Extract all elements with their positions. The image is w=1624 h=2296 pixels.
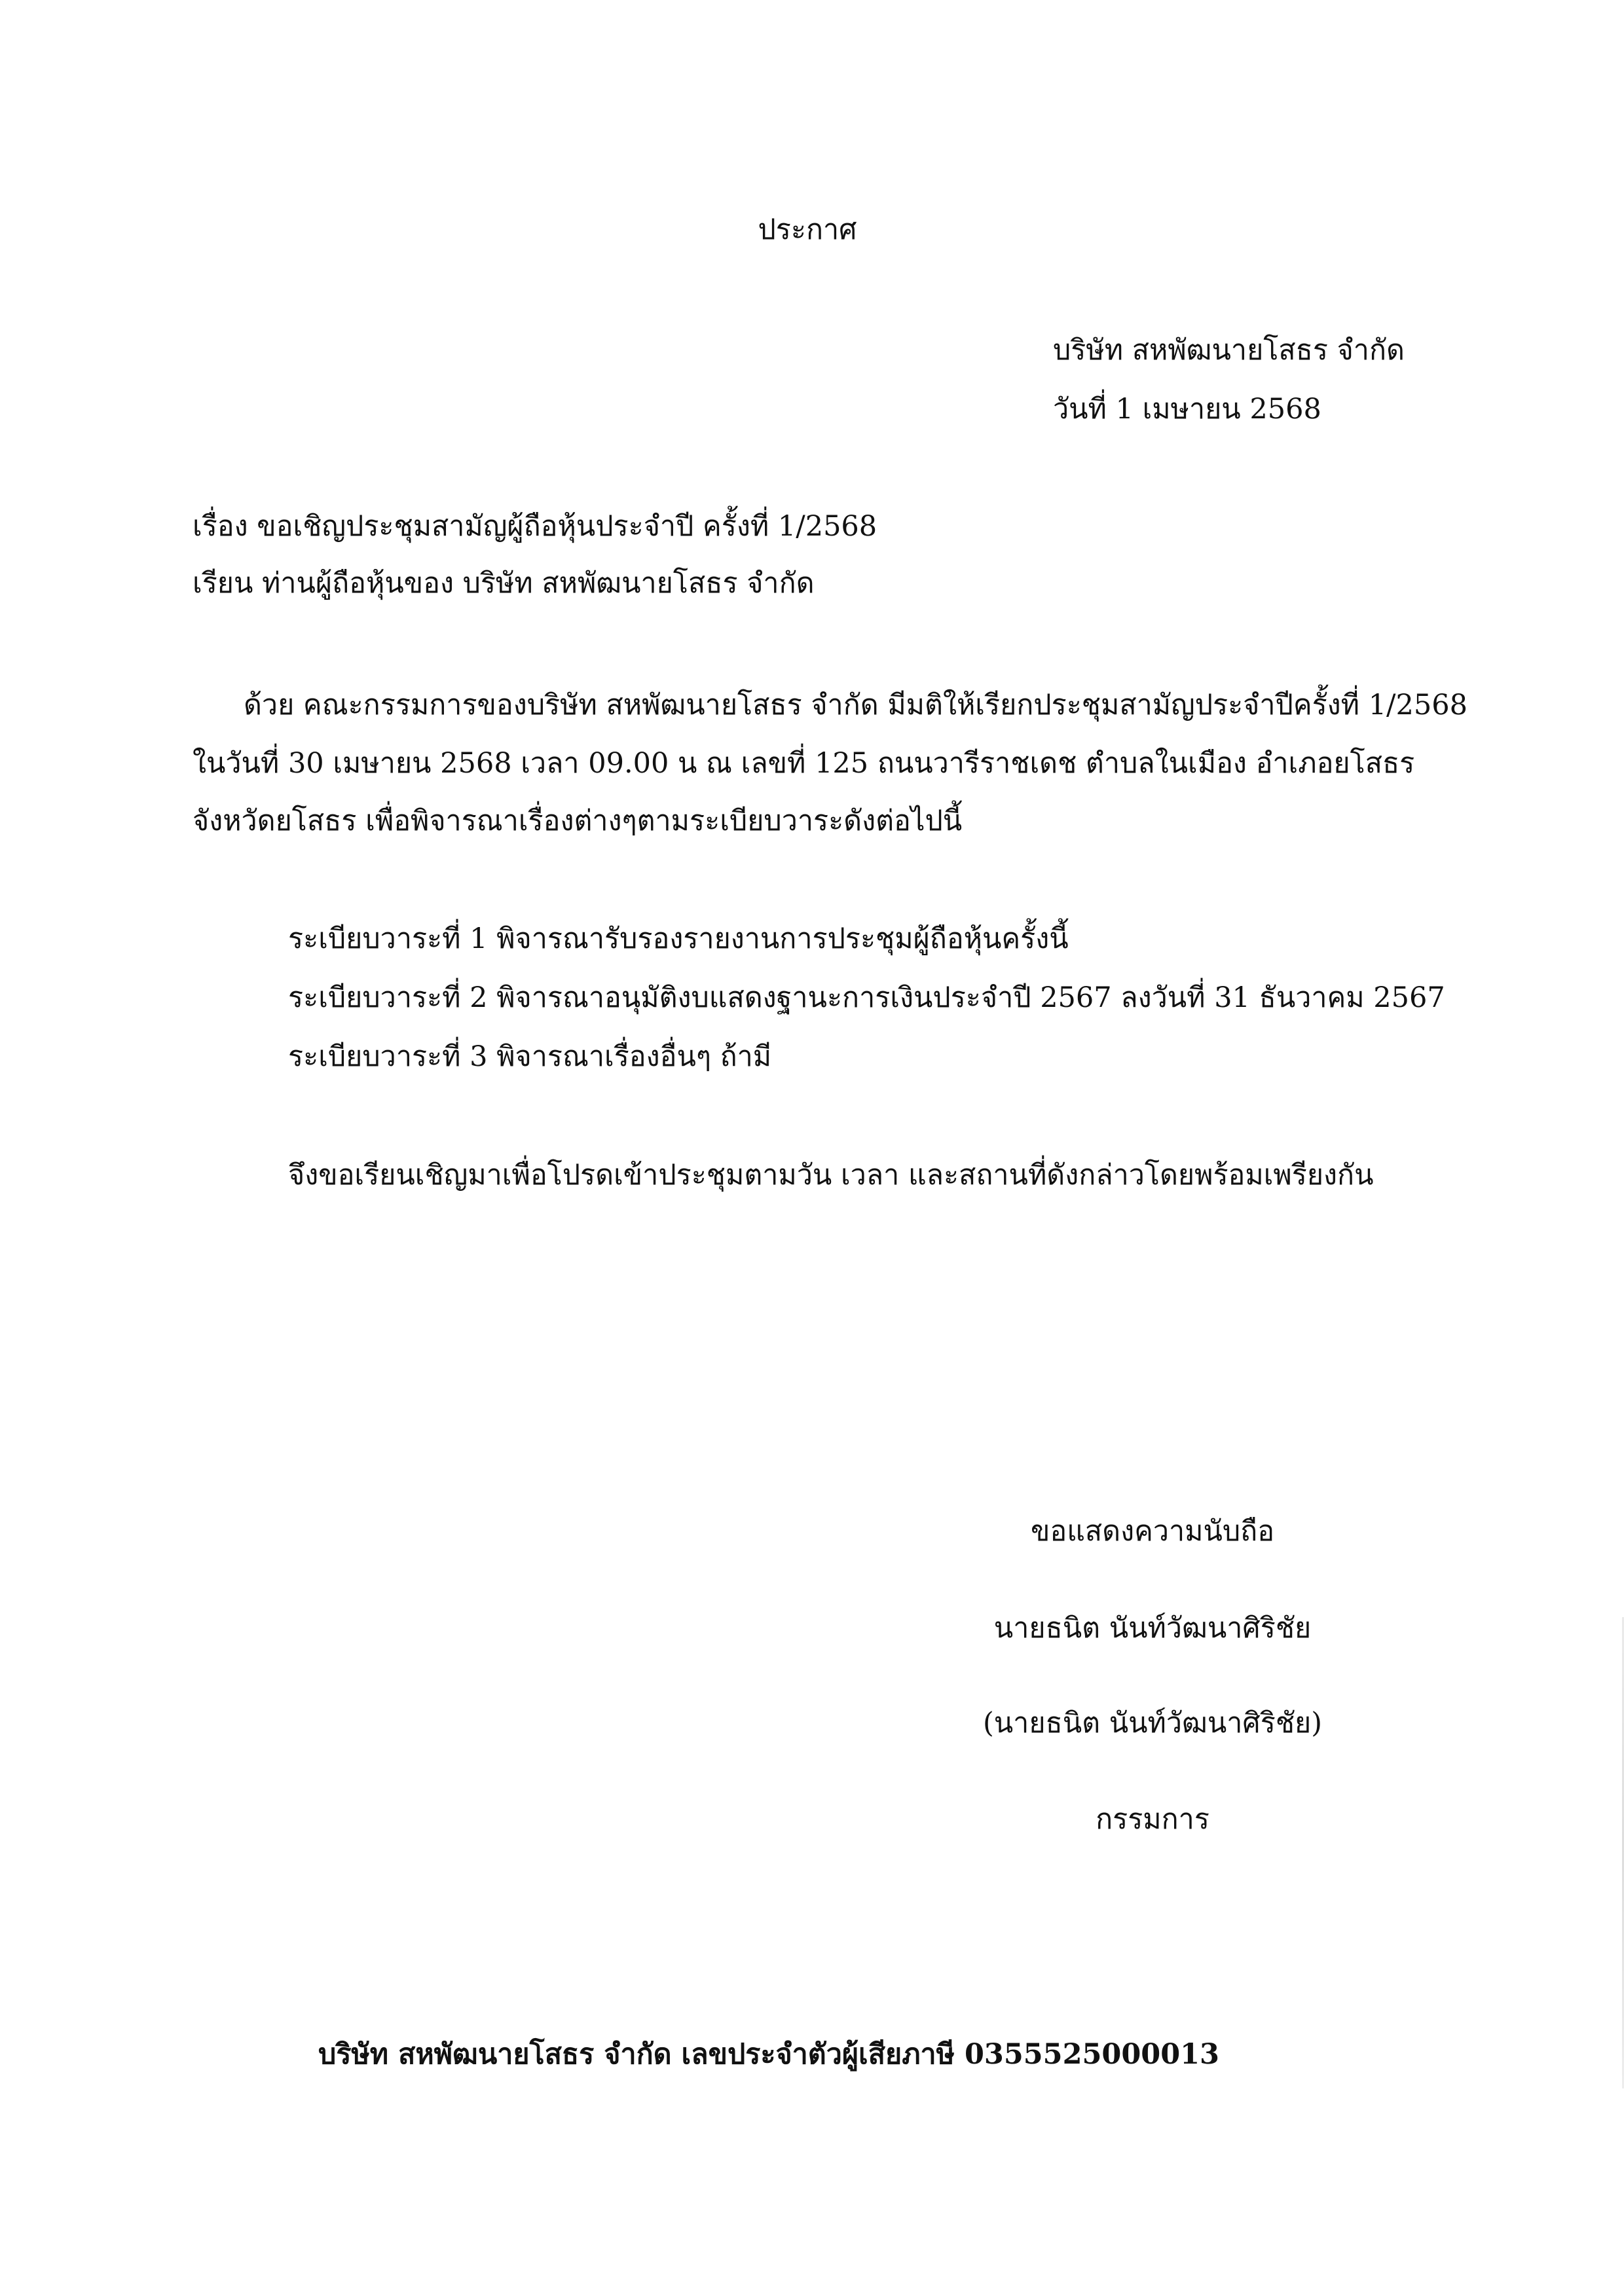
body-paragraph-line-3: จังหวัดยโสธร เพื่อพิจารณาเรื่องต่างๆตามระเบียบวาระดังต่อไปนี้ [193, 805, 963, 837]
body-paragraph-line-1: ด้วย คณะกรรมการของบริษัท สหพัฒนายโสธร จำกัด มีมติให้เรียกประชุมสามัญประจำปีครั้งที่ 1/2568 [244, 689, 1467, 721]
agenda-item-1: ระเบียบวาระที่ 1 พิจารณารับรองรายงานการประชุมผู้ถือหุ้นครั้งนี้ [288, 922, 1069, 955]
footer-text: บริษัท สหพัฒนายโสธร จำกัด เลขประจำตัวผู้เสียภาษี 0355525000013 [318, 2038, 1219, 2071]
company-name-header: บริษัท สหพัฒนายโสธร จำกัด [1053, 334, 1405, 367]
subject-line: เรื่อง ขอเชิญประชุมสามัญผู้ถือหุ้นประจำปี ครั้งที่ 1/2568 [193, 510, 877, 543]
announcement-date: วันที่ 1 เมษายน 2568 [1053, 393, 1321, 426]
signature: นายธนิต นันท์วัฒนาศิริชัย [993, 1612, 1312, 1645]
recipient-line: เรียน ท่านผู้ถือหุ้นของ บริษัท สหพัฒนายโสธร จำกัด [193, 567, 815, 600]
agenda-item-2: ระเบียบวาระที่ 2 พิจารณาอนุมัติงบแสดงฐานะการเงินประจำปี 2567 ลงวันที่ 31 ธันวาคม 2567 [288, 981, 1445, 1014]
invitation-line: จึงขอเรียนเชิญมาเพื่อโปรดเข้าประชุมตามวัน เวลา และสถานที่ดังกล่าวโดยพร้อมเพรียงกัน [288, 1159, 1374, 1192]
body-paragraph-line-2: ในวันที่ 30 เมษายน 2568 เวลา 09.00 น ณ เลขที่ 125 ถนนวารีราชเดช ตำบลในเมือง อำเภอยโสธร [193, 747, 1415, 780]
closing-phrase: ขอแสดงความนับถือ [1030, 1515, 1275, 1548]
agenda-item-3: ระเบียบวาระที่ 3 พิจารณาเรื่องอื่นๆ ถ้ามี [288, 1040, 772, 1073]
document-title-text: ประกาศ [758, 213, 857, 246]
footer-company-tax-id [0, 2035, 1624, 2073]
signer-position: กรรมการ [1096, 1803, 1209, 1836]
printed-name: (นายธนิต นันท์วัฒนาศิริชัย) [983, 1707, 1322, 1740]
document-title [0, 211, 1624, 249]
